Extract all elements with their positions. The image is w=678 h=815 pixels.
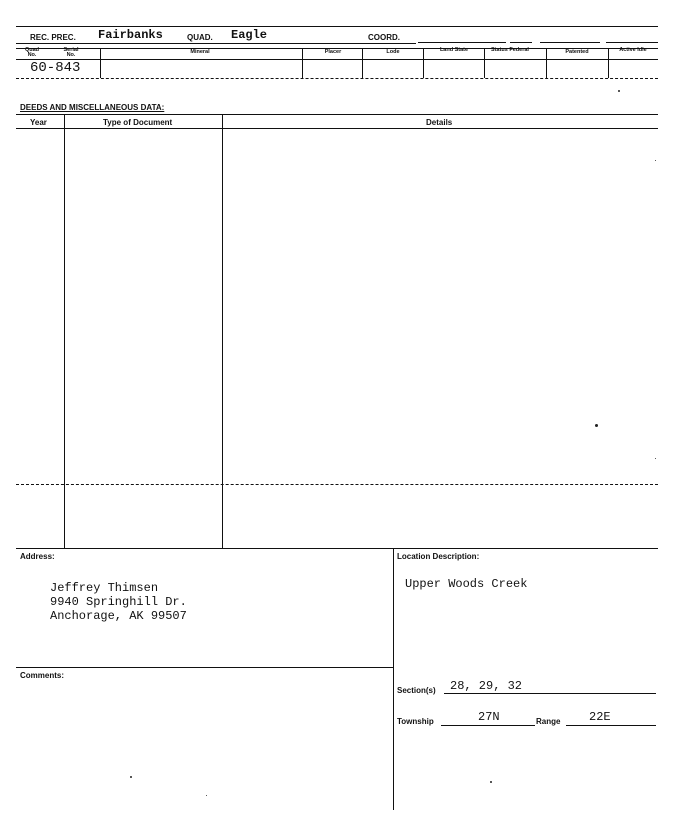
scan-speck — [490, 781, 492, 783]
deeds-col-divider-1 — [64, 114, 65, 548]
coord-blank-line-3 — [540, 42, 600, 43]
header-top-rule — [16, 26, 658, 27]
scan-speck — [655, 458, 656, 459]
scan-speck — [206, 795, 207, 796]
col-divider-2 — [302, 48, 303, 78]
range-blank-line — [566, 725, 656, 726]
range-value: 22E — [589, 710, 611, 724]
quad-label: QUAD. — [187, 33, 213, 42]
deeds-col-details: Details — [426, 118, 453, 127]
scan-speck — [618, 90, 620, 92]
column-header-bottom-rule — [16, 59, 658, 60]
section-label: Section(s) — [397, 686, 436, 695]
scan-speck — [130, 776, 132, 778]
rec-prec-label: REC. PREC. — [30, 33, 76, 42]
col-lode: Lode — [386, 49, 400, 55]
deeds-title: DEEDS AND MISCELLANEOUS DATA: — [20, 103, 165, 112]
township-label: Township — [397, 717, 434, 726]
deeds-header-bottom-rule — [16, 128, 658, 129]
location-value: Upper Woods Creek — [405, 577, 528, 591]
col-divider-1 — [100, 48, 101, 78]
deeds-col-divider-2 — [222, 114, 223, 548]
address-line-2: 9940 Springhill Dr. — [50, 595, 187, 609]
address-block — [50, 581, 187, 623]
scan-speck — [655, 160, 656, 161]
comments-label: Comments: — [20, 671, 65, 680]
col-serial-no: Serial No. — [63, 47, 79, 58]
col-divider-6 — [546, 48, 547, 78]
col-divider-4 — [423, 48, 424, 78]
comments-top-rule — [16, 667, 393, 668]
col-status-federal: Status Federal — [491, 47, 529, 53]
col-placer: Placer — [324, 49, 342, 55]
address-line-1: Jeffrey Thimsen — [50, 581, 159, 595]
coord-blank-line-4 — [606, 42, 658, 43]
township-value: 27N — [478, 710, 500, 724]
location-label: Location Description: — [397, 552, 480, 561]
deeds-col-year: Year — [30, 118, 47, 127]
coord-blank-line — [418, 42, 506, 43]
quad-value: Eagle — [231, 28, 268, 42]
col-divider-3 — [362, 48, 363, 78]
col-quad-no: Quad No. — [24, 47, 40, 58]
address-line-3: Anchorage, AK 99507 — [50, 609, 187, 623]
coord-label: COORD. — [368, 33, 400, 42]
address-label: Address: — [20, 552, 55, 561]
township-blank-line — [441, 725, 535, 726]
col-land-state: Land State — [439, 47, 469, 53]
col-active-idle: Active Idle — [619, 47, 647, 53]
deeds-bottom-rule — [16, 548, 658, 549]
coord-blank-line-2 — [510, 42, 532, 43]
scan-speck — [595, 424, 598, 427]
section-value: 28, 29, 32 — [450, 679, 523, 693]
col-patented: Patented — [565, 49, 589, 55]
section-blank-line — [444, 693, 656, 694]
deeds-col-type: Type of Document — [103, 118, 173, 127]
range-label: Range — [536, 717, 561, 726]
lower-vertical-divider — [393, 548, 394, 810]
header-mid-rule — [16, 43, 416, 44]
col-divider-5 — [484, 48, 485, 78]
header-dashed-rule — [16, 78, 658, 79]
deeds-top-rule — [16, 114, 658, 115]
deeds-dashed-rule — [16, 484, 658, 485]
col-mineral: Mineral — [190, 49, 210, 55]
rec-prec-value: Fairbanks — [98, 28, 163, 42]
quad-no-value: 60-843 — [30, 60, 81, 76]
col-divider-7 — [608, 48, 609, 78]
